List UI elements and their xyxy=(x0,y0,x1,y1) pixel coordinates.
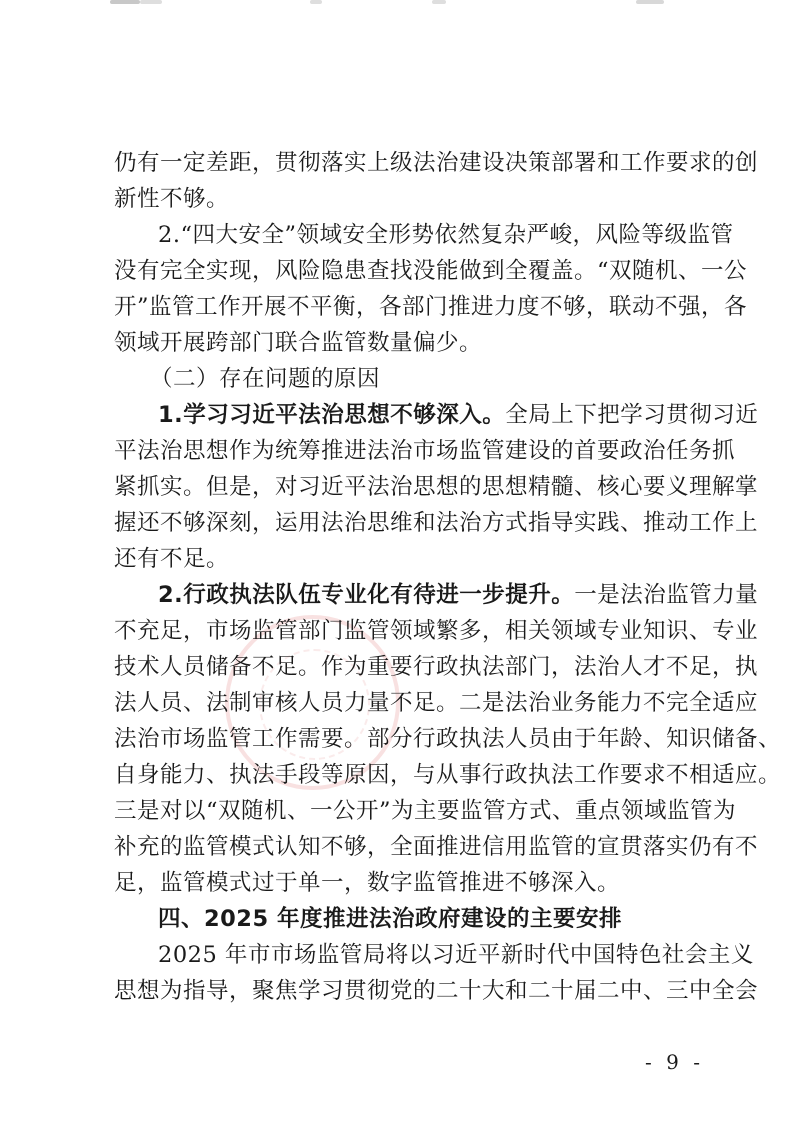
text-line: 2025 年市市场监管局将以习近平新时代中国特色社会主义 xyxy=(158,942,754,968)
lead-rest: 全局上下把学习贯彻习近 xyxy=(505,402,759,428)
text-line: 法治市场监管工作需要。部分行政执法人员由于年龄、知识储备、 xyxy=(114,726,782,752)
text-line: 思想为指导，聚焦学习贯彻党的二十大和二十届二中、三中全会 xyxy=(114,978,759,1004)
text-line: 足，监管模式过于单一，数字监管推进不够深入。 xyxy=(114,870,621,896)
paragraph-first-line xyxy=(158,577,759,613)
text-line: 自身能力、执法手段等原因，与从事行政执法工作要求不相适应。 xyxy=(114,762,782,788)
bold-lead: 2.行政执法队伍专业化有待进一步提升。 xyxy=(158,582,575,608)
bold-lead: 1.学习习近平法治思想不够深入。 xyxy=(158,402,506,428)
text-line: 技术人员储备不足。作为重要行政执法部门，法治人才不足，执 xyxy=(114,654,759,680)
text-line: 紧抓实。但是，对习近平法治思想的思想精髓、核心要义理解掌 xyxy=(114,474,759,500)
text-line: 不充足，市场监管部门监管领域繁多，相关领域专业知识、专业 xyxy=(114,618,759,644)
text-line: 开”监管工作开展不平衡，各部门推进力度不够，联动不强，各 xyxy=(114,294,748,320)
section-heading: 四、2025 年度推进法治政府建设的主要安排 xyxy=(158,906,622,932)
text-line: 领域开展跨部门联合监管数量偏少。 xyxy=(114,330,483,356)
text-line: 平法治思想作为统筹推进法治市场监管建设的首要政治任务抓 xyxy=(114,438,736,464)
text-line: 新性不够。 xyxy=(114,186,230,212)
text-line: 还有不足。 xyxy=(114,546,230,572)
scan-edge-artifacts xyxy=(0,0,795,8)
page-number: - 9 - xyxy=(645,1050,704,1074)
text-line: 补充的监管模式认知不够，全面推进信用监管的宣贯落实仍有不 xyxy=(114,834,759,860)
subsection-heading: （二）存在问题的原因 xyxy=(150,366,381,392)
text-line: 仍有一定差距，贯彻落实上级法治建设决策部署和工作要求的创 xyxy=(114,150,759,176)
text-line: 没有完全实现，风险隐患查找没能做到全覆盖。“双随机、一公 xyxy=(114,258,748,284)
paragraph-first-line xyxy=(158,397,759,433)
lead-rest: 一是法治监管力量 xyxy=(574,582,759,608)
text-line: 法人员、法制审核人员力量不足。二是法治业务能力不完全适应 xyxy=(114,690,759,716)
text-line: 三是对以“双随机、一公开”为主要监管方式、重点领域监管为 xyxy=(114,798,737,824)
text-line: 握还不够深刻，运用法治思维和法治方式指导实践、推动工作上 xyxy=(114,510,759,536)
text-line: 2.“四大安全”领域安全形势依然复杂严峻，风险等级监管 xyxy=(158,222,734,248)
